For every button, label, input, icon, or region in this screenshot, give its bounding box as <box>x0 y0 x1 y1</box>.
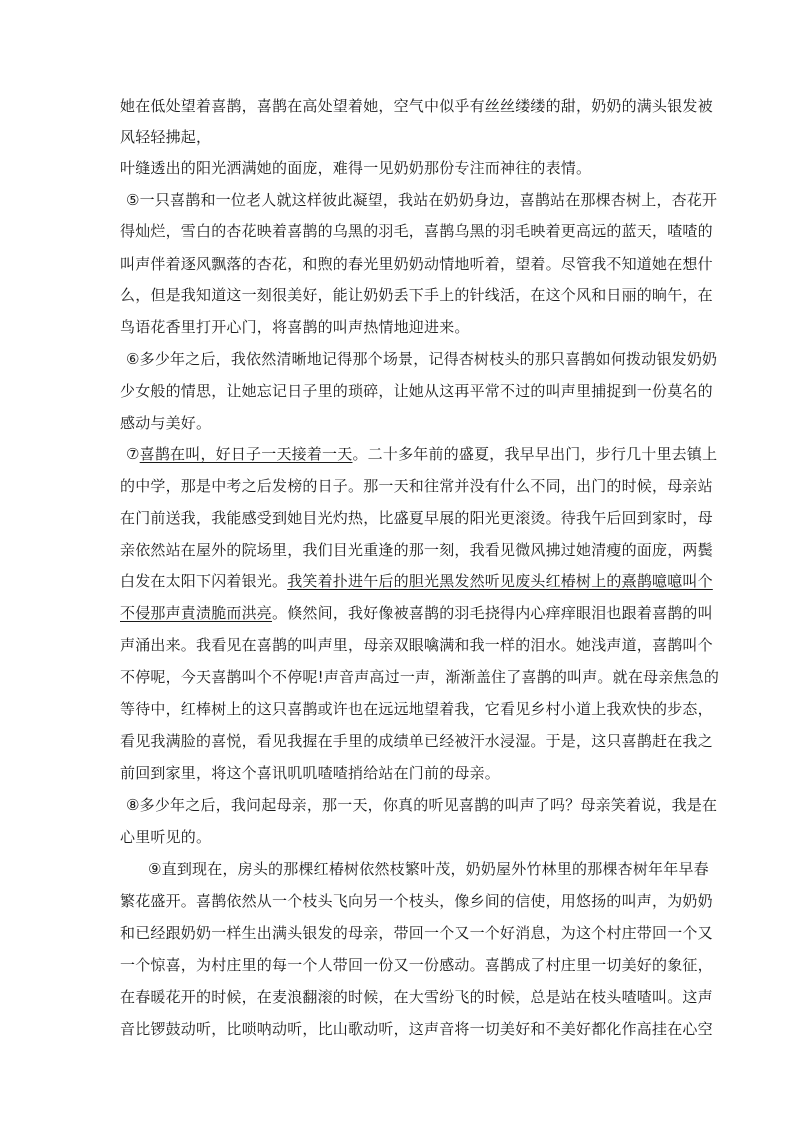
text-line: 风轻轻拂起， <box>120 128 212 146</box>
text-line <box>120 602 713 624</box>
paragraph-9-line: ⑨直到现在，房头的那棵红椿树依然枝繁叶茂，奶奶屋外竹林里的那棵杏树年年早春 <box>148 860 709 878</box>
text-span: 。二十多年前的盛夏，我早早出门，步行几十里去镇上 <box>352 445 718 463</box>
paragraph-7-line <box>126 443 717 465</box>
paragraph-6-line: ⑥多少年之后，我依然清晰地记得那个场景，记得杏树枝头的那只喜鹊如何拨动银发奶奶 <box>126 350 718 368</box>
text-line: 的中学，那是中考之后发榜的日子。那一天和往常并没有什么不同，出门的时候，母亲站 <box>120 477 713 495</box>
underlined-sentence: 我笑着扑进午后的胆光黑发然听见废头红椿树上的熹鹊噫噫叫个 <box>287 572 713 590</box>
text-line: 感动与美好。 <box>120 414 212 432</box>
underlined-sentence: 喜鹊在叫，好日子一天接着一天 <box>139 445 353 463</box>
text-line: 她在低处望着喜鹊，喜鹊在高处望着她，空气中似乎有丝丝缕缕的甜，奶奶的满头银发被 <box>120 97 713 115</box>
text-line: 等待中，红棒树上的这只喜鹊或许也在远远地望着我，它看见乡村小道上我欢快的步态， <box>120 700 713 718</box>
text-line: 亲依然站在屋外的院场里，我们目光重逢的那一刻，我看见微风拂过她清瘦的面庞，两鬓 <box>120 541 713 559</box>
underlined-sentence: 不侵那声責渍脆而洪亮 <box>120 604 273 622</box>
text-line: 鸟语花香里打开心门，将喜鹊的叫声热情地迎进来。 <box>120 318 470 336</box>
paragraph-5-line: ⑤一只喜鹊和一位老人就这样彼此凝望，我站在奶奶身边，喜鹊站在那棵杏树上，杏花开 <box>126 191 718 209</box>
text-line: 在春暖花开的时候，在麦浪翻滚的时候，在大雪纷飞的时候，总是站在枝头喳喳叫。这声 <box>120 988 713 1006</box>
text-line: 前回到家里，将这个喜讯叽叽喳喳捎给站在门前的母亲。 <box>120 764 501 782</box>
text-line <box>120 570 713 592</box>
text-line: 在门前送我，我能感受到她目光灼热，比盛夏早展的阳光更滚烫。待我午后回到家时，母 <box>120 509 713 527</box>
text-line: 心里听见的。 <box>120 828 212 846</box>
text-line: 繁花盛开。喜鹊依然从一个枝头飞向另一个枝头，像乡间的信使，用悠扬的叫声，为奶奶 <box>120 892 713 910</box>
text-line: 不停呢，今天喜鹊叫个不停呢!声音声高过一声，渐渐盖住了喜鹊的叫声。就在母亲焦急的 <box>120 668 720 686</box>
text-span: 。倏然间，我好像被喜鹊的羽毛挠得内心痒痒眼泪也跟着喜鹊的叫 <box>272 604 713 622</box>
text-line: 看见我满脸的喜悦，看见我握在手里的成绩单已经被汗水浸湿。于是，这只喜鹊赶在我之 <box>120 732 713 750</box>
text-span: 白发在太阳下闪着银光。 <box>120 572 288 590</box>
text-line: 叫声伴着逐风飘落的杏花，和煦的春光里奶奶动情地听着，望着。尽管我不知道她在想什 <box>120 255 713 273</box>
text-line: 叶缝透出的阳光洒满她的面庞，难得一见奶奶那份专注而神往的表情。 <box>120 159 592 177</box>
paragraph-8-line: ⑧多少年之后，我问起母亲，那一天，你真的听见喜鹊的叫声了吗？母亲笑着说，我是在 <box>126 796 718 814</box>
text-line: 少女般的情思，让她忘记日子里的琐碎，让她从这再平常不过的叫声里捕捉到一份莫名的 <box>120 382 713 400</box>
text-line: 一个惊喜，为村庄里的每一个人带回一份又一份感动。喜鹊成了村庄里一切美好的象征， <box>120 956 713 974</box>
text-line: 音比锣鼓动听，比唢呐动听，比山歌动听，这声音将一切美好和不美好都化作高挂在心空 <box>120 1020 713 1038</box>
paragraph-number: ⑦ <box>126 445 140 463</box>
text-line: 么，但是我知道这一刻很美好，能让奶奶丢下手上的针线活，在这个风和日丽的晌午，在 <box>120 286 713 304</box>
text-line: 得灿烂，雪白的杏花映着喜鹊的乌黑的羽毛，喜鹊乌黑的羽毛映着更高远的蓝天，喳喳的 <box>120 222 713 240</box>
text-line: 和已经跟奶奶一样生出满头银发的母亲，带回一个又一个好消息，为这个村庄带回一个又 <box>120 924 713 942</box>
text-line: 声涌出来。我看见在喜鹊的叫声里，母亲双眼噙满和我一样的泪水。她浅声道，喜鹊叫个 <box>120 636 713 654</box>
